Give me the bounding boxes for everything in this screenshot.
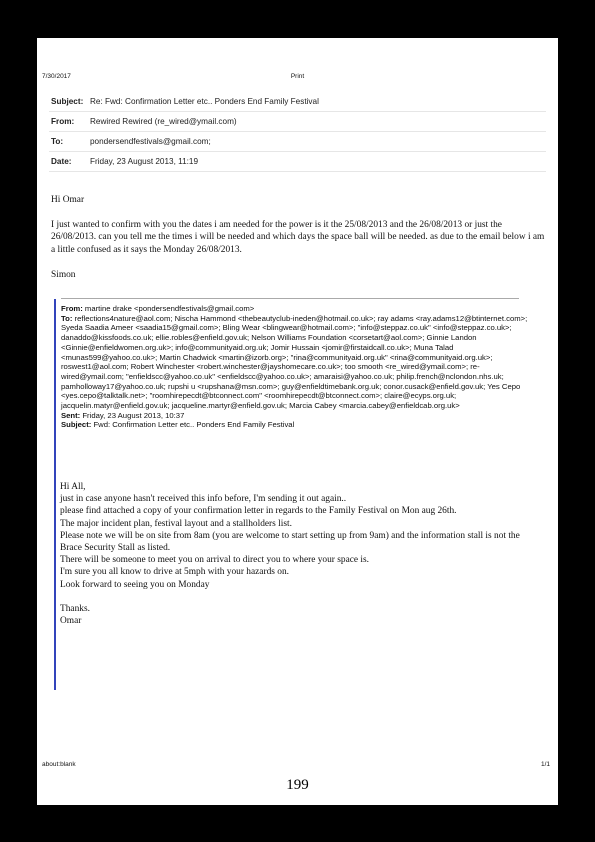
meta-value: Friday, 23 August 2013, 11:19 <box>88 152 546 172</box>
document-page <box>37 38 558 805</box>
quoted-line: Omar <box>60 616 82 627</box>
message-body <box>51 194 547 294</box>
meta-value: Rewired Rewired (re_wired@ymail.com) <box>88 112 546 132</box>
meta-row-date <box>49 152 546 172</box>
quoted-sent <box>61 411 531 421</box>
quoted-subject <box>61 420 531 430</box>
quote-divider <box>61 298 519 299</box>
quoted-from-value: martine drake <pondersendfestivals@gmail.com> <box>82 304 255 313</box>
print-title: Print <box>290 73 305 80</box>
quoted-from-label: From: <box>61 304 83 313</box>
quoted-to <box>61 314 531 411</box>
quoted-subject-label: Subject: <box>61 420 92 430</box>
meta-label: Date: <box>49 152 88 172</box>
quoted-blank-line <box>60 591 540 603</box>
quoted-body <box>60 481 540 627</box>
quoted-line: Hi All, <box>60 482 86 492</box>
quoted-line: just in case anyone hasn't received this info before, I'm sending it out again.. <box>60 494 347 505</box>
meta-label: Subject: <box>49 92 88 112</box>
quoted-sent-label: Sent: <box>61 410 81 420</box>
quoted-line: There will be someone to meet you on arrival to direct you to where your space is. <box>60 555 370 566</box>
quoted-from <box>61 304 531 314</box>
meta-label: From: <box>49 112 88 132</box>
message-signature: Simon <box>51 269 76 280</box>
print-date: 7/30/2017 <box>42 73 71 80</box>
quoted-line: The major incident plan, festival layout and a stallholders list. <box>60 518 292 529</box>
quoted-line: I'm sure you all know to drive at 5mph with your hazards on. <box>60 567 289 578</box>
quoted-line: Please note we will be on site from 8am (you are welcome to start setting up from 9am) and the information stall is not the Brace Security Stall as listed. <box>60 530 520 554</box>
email-meta-table <box>49 92 546 172</box>
message-paragraph: I just wanted to confirm with you the dates i am needed for the power is it the 25/08/2013 and the 26/08/2013 or just the 26/08/2013. can you tell me the times i will be needed and which days the space ball will be needed. as due to the email below i am a little confused as it says the Monday 26/08/2013. <box>51 220 545 255</box>
meta-value: pondersendfestivals@gmail.com; <box>88 132 546 152</box>
print-footer-pages: 1/1 <box>540 761 550 768</box>
quoted-to-value: reflections4nature@aol.com; Nischa Hammond <thebeautyclub-ineden@hotmail.co.uk>; ray adams <ray.adams12@btinternet.com>; Syeda Saadia Ameer <saadia15@gmail.com>; Bling Wear <blingwear@hotmail.com>; "info@steppaz.co.uk" <info@steppaz.co.uk>; danaddo@kissfoods.co.uk; ellie.robles@enfield.gov.uk; Nelson Williams Foundation <corsetart@aol.com>; Ginnie Landon <Ginnie@enfieldwomen.org.uk>; info@communityaid.org.uk; Jomir Hussain <jomir@firstaidcall.co.uk>; Muna Talad <munas599@yahoo.co.uk>; Martin Chadwick <martin@izorb.org>; "rina@communityaid.org.uk" <rina@communityaid.org.uk>; roswest1@aol.com; Robert Winchester <robert.winchester@jayshomecare.co.uk>; too smooth <re_wired@ymail.com>; re-wired@ymail.com; "enfieldscc@yahoo.co.uk" <enfieldscc@yahoo.co.uk>; amaraisi@yahoo.co.uk; philip.french@nclondon.nhs.uk; pamholloway17@yahoo.co.uk; rupshi u <rupshana@msn.com>; guy@enfieldtimebank.org.uk; conor.cusack@enfield.gov.uk; Yes Cepo <yes.cepo@talktalk.net>; "roomhirepecdt@btconnect.com" <roomhirepecdt@btconnect.com>; claire@ecyps.org.uk; jacquelin.matyr@enfield.gov.uk; jacqueline.martyr@enfield.gov.uk; Marcia Cabey <marcia.cabey@enfieldcab.org.uk> <box>61 313 528 411</box>
print-footer-url: about:blank <box>42 761 76 768</box>
quoted-to-label: To: <box>61 313 73 323</box>
quoted-line: Thanks. <box>60 604 90 615</box>
meta-row-subject <box>49 92 546 112</box>
message-greeting: Hi Omar <box>51 195 85 205</box>
meta-label: To: <box>49 132 88 152</box>
quoted-subject-value: Fwd: Confirmation Letter etc.. Ponders End Family Festival <box>91 420 295 430</box>
quoted-message <box>54 299 546 690</box>
meta-row-to <box>49 132 546 152</box>
page-number: 199 <box>286 777 309 793</box>
quoted-line: Look forward to seeing you on Monday <box>60 579 210 590</box>
meta-value: Re: Fwd: Confirmation Letter etc.. Ponders End Family Festival <box>88 92 546 112</box>
quoted-line: please find attached a copy of your confirmation letter in regards to the Family Festival on Mon aug 26th. <box>60 506 457 517</box>
quoted-header <box>61 304 531 430</box>
quoted-sent-value: Friday, 23 August 2013, 10:37 <box>80 410 185 420</box>
meta-row-from <box>49 112 546 132</box>
